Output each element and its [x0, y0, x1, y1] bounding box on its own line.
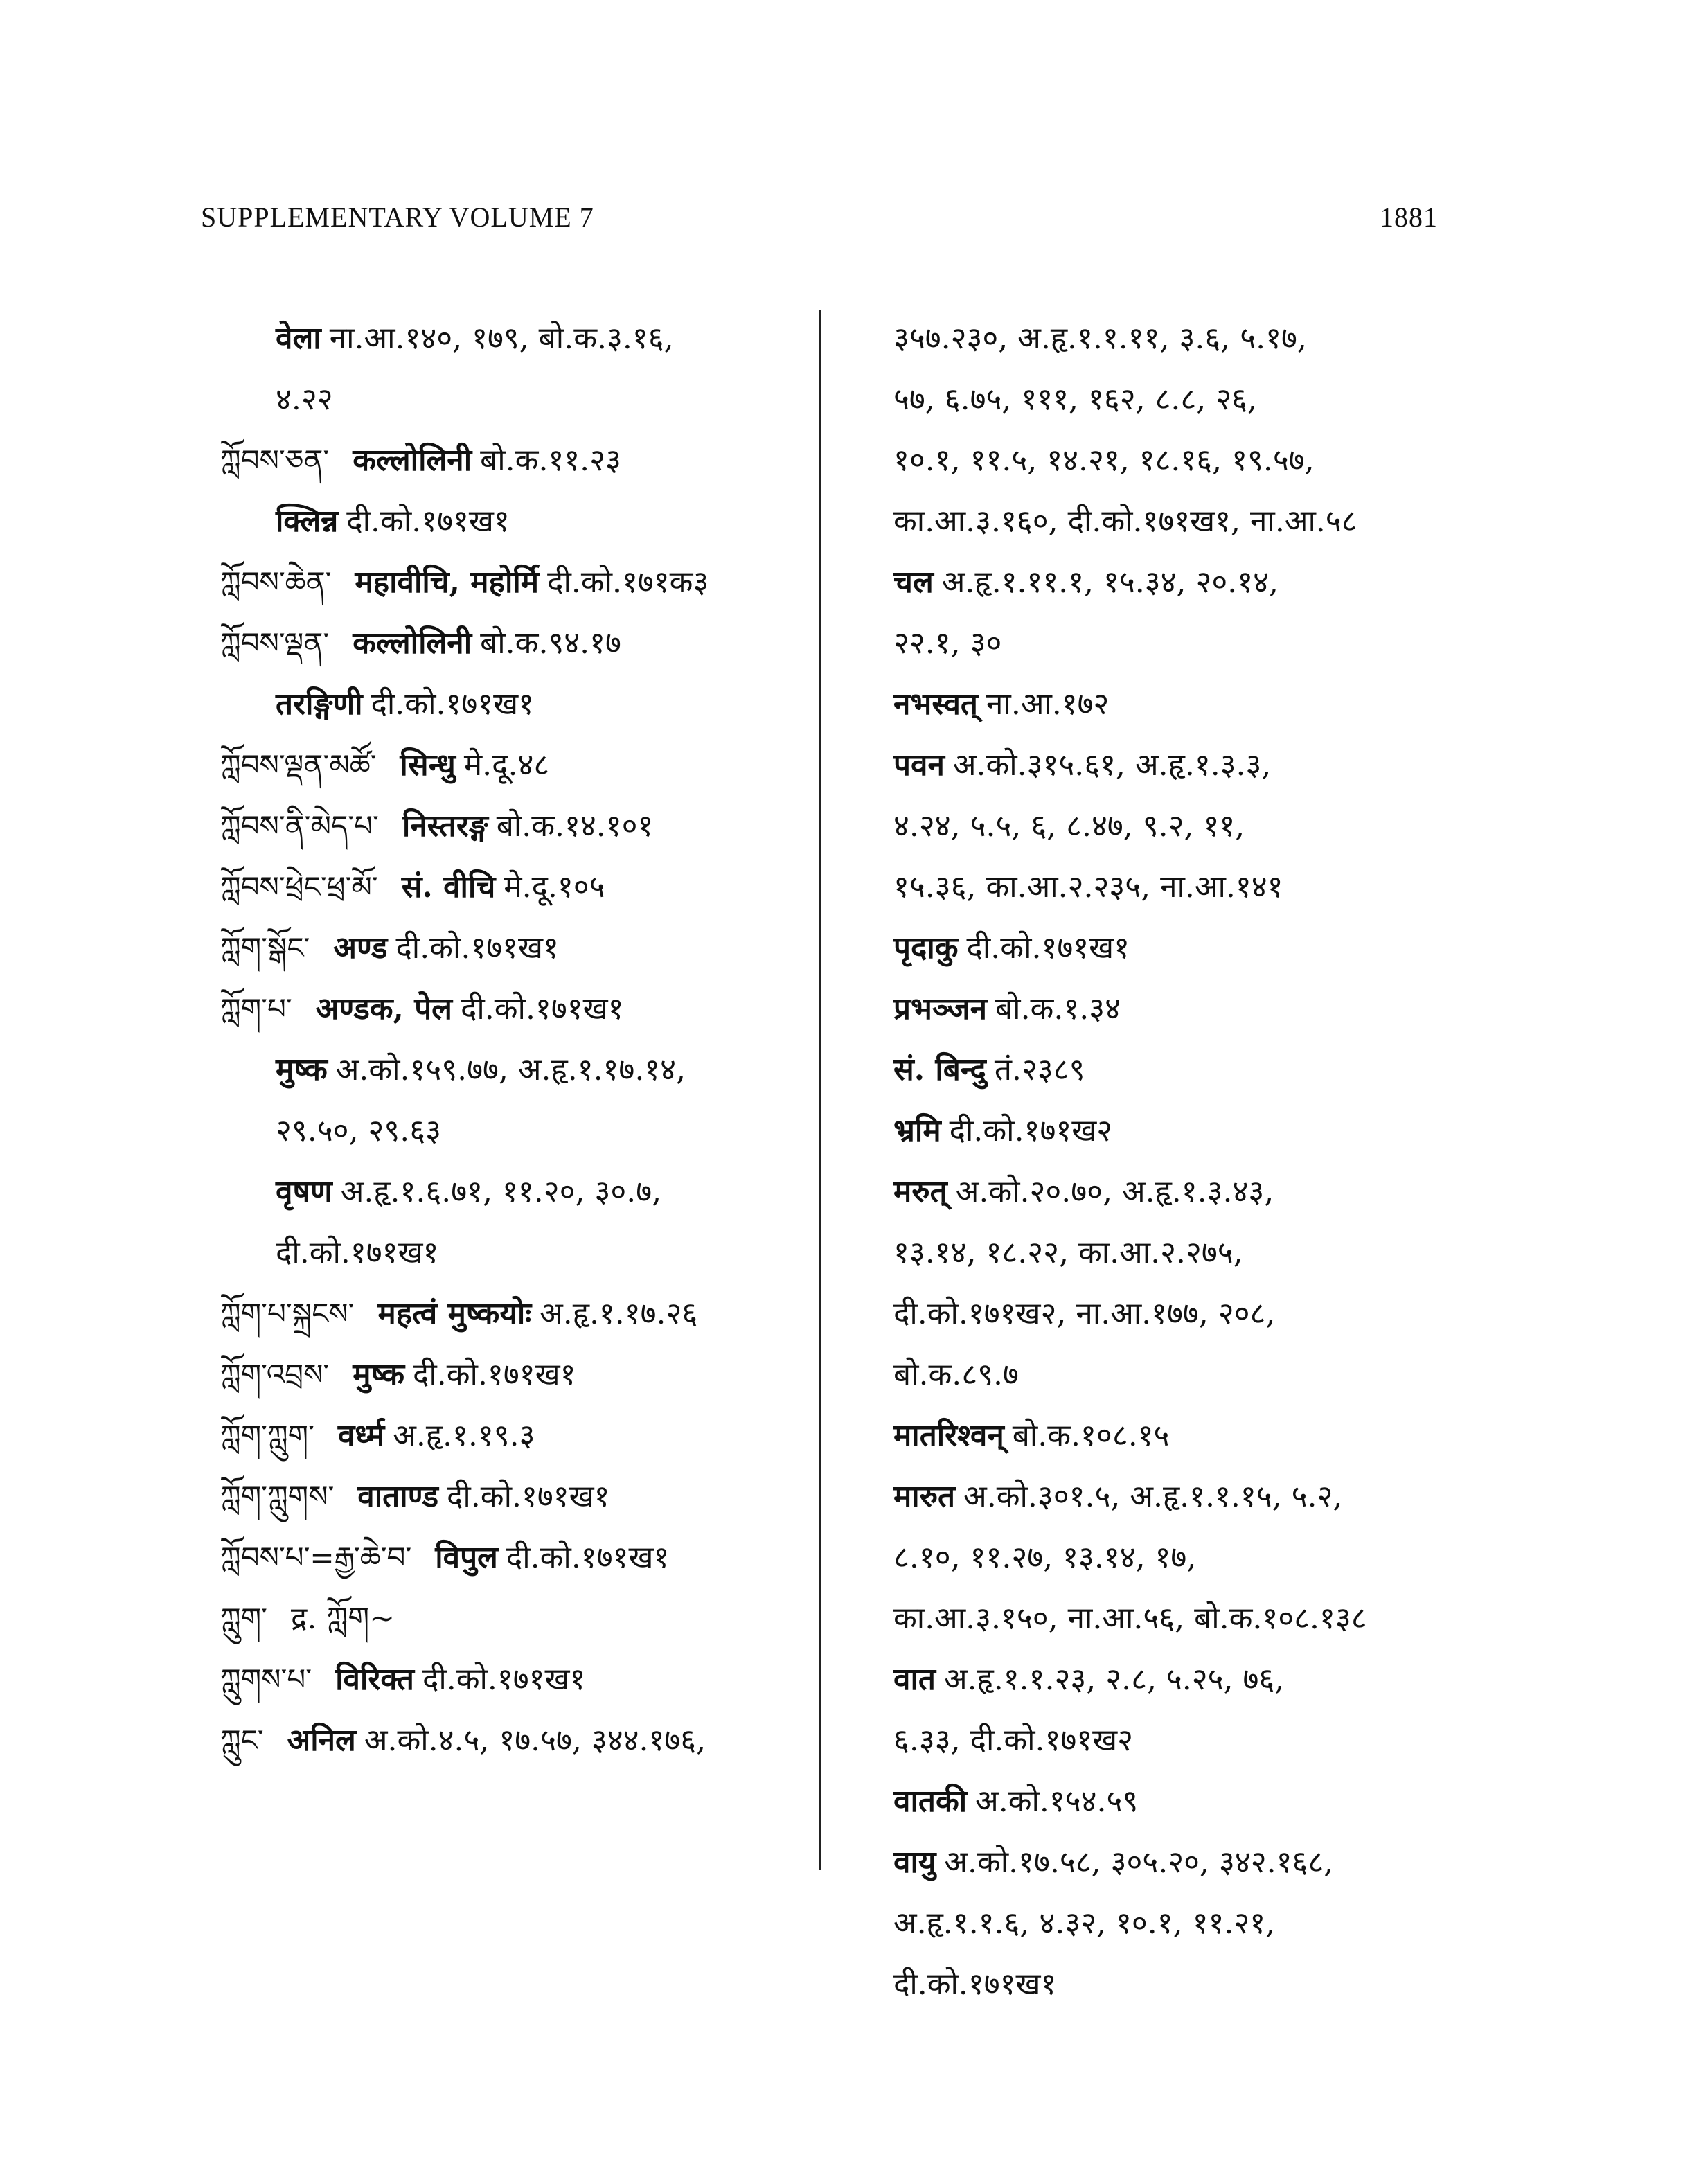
source-reference: अ.को.१७.५८, ३०५.२०, ३४२.१६८, — [944, 1845, 1334, 1880]
sanskrit-term: वृषण — [276, 1174, 332, 1209]
source-reference: अ.हृ.१.१७.२६ — [540, 1296, 698, 1331]
source-reference: अ.हृ.१.१.६, ४.३२, १०.१, ११.२१, — [893, 1906, 1276, 1941]
column-divider — [819, 310, 821, 1870]
source-reference: ५७, ६.७५, १११, १६२, ८.८, २६, — [893, 382, 1258, 417]
source-reference: बो.क.१.३४ — [995, 991, 1121, 1027]
source-reference: तं.२३८९ — [994, 1052, 1085, 1087]
tibetan-headword: ཀློབས་ཕྲེང་ཕྲ་མོ་ — [220, 870, 378, 904]
running-header — [201, 201, 1438, 233]
sanskrit-term: वात — [893, 1662, 936, 1697]
entry-line — [893, 1710, 1475, 1771]
tibetan-headword: ཀློབས་ཆེན་ — [220, 565, 332, 599]
source-reference: बो.क.१०८.१५ — [1012, 1418, 1170, 1453]
left-column — [220, 308, 816, 1771]
tibetan-headword: ཀློབས་ལྡན་མཚོ་ — [220, 748, 377, 782]
sanskrit-term: सिन्धु — [400, 747, 456, 783]
source-reference: अ.हृ.१.११.१, १५.३४, २०.१४, — [941, 565, 1279, 600]
source-reference: दी.को.१७१ख१ — [506, 1540, 670, 1575]
entry-line — [893, 918, 1475, 979]
source-reference: अ.को.१५९.७७, अ.हृ.१.१७.१४, — [335, 1052, 686, 1087]
tibetan-headword: ཀློབས་ལྡན་ — [220, 626, 330, 660]
sanskrit-term: भ्रमि — [893, 1113, 941, 1148]
sanskrit-term: विरिक्त — [335, 1662, 414, 1697]
entry-line — [220, 1649, 816, 1710]
entry-line — [893, 857, 1475, 918]
sanskrit-term: कल्लोलिनी — [353, 625, 472, 661]
source-reference: ६.३३, दी.को.१७१ख२ — [893, 1723, 1134, 1758]
sanskrit-term: महत्वं मुष्कयोः — [377, 1296, 532, 1331]
source-reference: १०.१, ११.५, १४.२१, १८.१६, १९.५७, — [893, 443, 1315, 478]
source-reference: अ.को.४.५, १७.५७, ३४४.१७६, — [364, 1723, 706, 1758]
entry-line — [893, 1588, 1475, 1649]
entry-line — [893, 1344, 1475, 1405]
tibetan-headword: ཀློག་ཀླུགས་ — [220, 1480, 335, 1513]
entry-line — [220, 1284, 816, 1344]
source-reference: अ.को.२०.७०, अ.हृ.१.३.४३, — [955, 1174, 1274, 1209]
entry-line — [893, 1405, 1475, 1466]
source-reference: दी.को.१७१ख१ — [346, 504, 510, 539]
entry-line — [893, 1771, 1475, 1832]
source-reference: मे.दू.४८ — [463, 747, 550, 783]
entry-line — [893, 308, 1475, 369]
entry-line — [893, 369, 1475, 430]
entry-line — [220, 308, 816, 369]
entry-line — [220, 430, 816, 491]
entry-line — [893, 1954, 1475, 2015]
tibetan-headword: ཀློག་པ་སྐྲངས་ — [220, 1297, 355, 1331]
sanskrit-term: वातकी — [893, 1784, 968, 1819]
entry-line — [220, 1344, 816, 1405]
source-reference: १५.३६, का.आ.२.२३५, ना.आ.१४१ — [893, 869, 1283, 905]
sanskrit-term: पृदाकु — [893, 930, 959, 966]
sanskrit-term: मुष्क — [276, 1052, 328, 1087]
tibetan-headword: ཀླུག་ — [220, 1601, 267, 1635]
source-reference: दी.को.१७१ख१ — [447, 1479, 610, 1514]
entry-line — [220, 1527, 816, 1588]
entry-line — [220, 1101, 816, 1162]
source-reference: दी.को.१७१ख२ — [949, 1113, 1113, 1148]
sanskrit-term: तरङ्गिणी — [276, 686, 363, 722]
source-reference: २२.१, ३० — [893, 625, 1002, 661]
entry-line — [893, 796, 1475, 857]
entry-line — [220, 796, 816, 857]
source-reference: ४.२२ — [276, 382, 333, 417]
sanskrit-term: कल्लोलिनी — [353, 443, 472, 478]
entry-line — [893, 1527, 1475, 1588]
sanskrit-term: प्रभञ्जन — [893, 991, 988, 1027]
source-reference: अ.को.१५४.५९ — [975, 1784, 1139, 1819]
entry-line — [893, 1040, 1475, 1101]
source-reference: ना.आ.१७२ — [986, 686, 1110, 722]
entry-line — [893, 1893, 1475, 1954]
tibetan-headword: ཀློབས་ནི་མེད་པ་ — [220, 809, 379, 843]
source-reference: अ.हृ.१.६.७१, ११.२०, ३०.७, — [340, 1174, 662, 1209]
tibetan-headword: ཀླུང་ — [220, 1723, 264, 1757]
sanskrit-term: पवन — [893, 747, 945, 783]
sanskrit-term: मरुत् — [893, 1174, 947, 1209]
source-reference: बो.क.८९.७ — [893, 1357, 1019, 1392]
entry-line — [893, 674, 1475, 735]
entry-line — [893, 552, 1475, 613]
tibetan-headword: ཀློབས་པ་=རྒྱ་ཆེ་བ་ — [220, 1541, 412, 1574]
source-reference: २९.५०, २९.६३ — [276, 1113, 441, 1148]
source-reference: अ.हृ.१.१.२३, २.८, ५.२५, ७६, — [943, 1662, 1285, 1697]
tibetan-headword: ཀློག་པ་ — [220, 992, 292, 1026]
sanskrit-term: सं. बिन्दु — [893, 1052, 986, 1087]
source-reference: द्र. ཀློག~ — [290, 1601, 395, 1636]
source-reference: ना.आ.१४०, १७९, बो.क.३.१६, — [329, 321, 674, 356]
tibetan-headword: ཀློག་ཀླུག་ — [220, 1419, 314, 1453]
sanskrit-term: निस्तरङ्ग — [402, 808, 488, 844]
source-reference: मे.दू.१०५ — [504, 869, 605, 905]
sanskrit-term: चल — [893, 565, 934, 600]
entry-line — [220, 918, 816, 979]
source-reference: दी.को.१७१ख१ — [371, 686, 534, 722]
sanskrit-term: वर्ध्म — [337, 1418, 385, 1453]
entry-line — [893, 1101, 1475, 1162]
entry-line — [220, 979, 816, 1040]
sanskrit-term: वायु — [893, 1845, 936, 1880]
entry-line — [220, 1588, 816, 1649]
entry-line — [220, 857, 816, 918]
source-reference: दी.को.१७१ख१ — [276, 1235, 439, 1270]
entry-line — [220, 1466, 816, 1527]
volume-title: SUPPLEMENTARY VOLUME 7 — [201, 202, 594, 233]
tibetan-headword: ཀློག་འབྲས་ — [220, 1358, 330, 1392]
source-reference: अ.को.३०१.५, अ.हृ.१.१.१५, ५.२, — [963, 1479, 1343, 1514]
tibetan-headword: ཀློག་སྒོང་ — [220, 931, 310, 965]
sanskrit-term: अनिल — [287, 1723, 356, 1758]
sanskrit-term: अण्डक, पेल — [315, 991, 453, 1027]
source-reference: दी.को.१७१ख१ — [966, 930, 1130, 966]
source-reference: दी.को.१७१ख१ — [461, 991, 624, 1027]
source-reference: दी.को.१७१ख१ — [413, 1357, 576, 1392]
entry-line — [220, 369, 816, 430]
sanskrit-term: विपुल — [435, 1540, 498, 1575]
tibetan-headword: ཀློབས་ཅན་ — [220, 443, 330, 477]
entry-line — [893, 979, 1475, 1040]
entry-line — [893, 1649, 1475, 1710]
source-reference: दी.को.१७१क३ — [547, 565, 709, 600]
sanskrit-term: महावीचि, महोर्मि — [355, 565, 540, 600]
entry-line — [220, 552, 816, 613]
tibetan-headword: ཀླུགས་པ་ — [220, 1662, 312, 1696]
sanskrit-term: मुष्क — [353, 1357, 405, 1392]
entry-line — [893, 735, 1475, 796]
source-reference: बो.क.९४.१७ — [480, 625, 621, 661]
source-reference: का.आ.३.१६०, दी.को.१७१ख१, ना.आ.५८ — [893, 504, 1357, 539]
sanskrit-term: क्लिन्न — [276, 504, 339, 539]
source-reference: १३.१४, १८.२२, का.आ.२.२७५, — [893, 1235, 1243, 1270]
source-reference: अ.हृ.१.१९.३ — [393, 1418, 535, 1453]
page-number: 1881 — [1380, 202, 1438, 233]
entry-line — [220, 1405, 816, 1466]
entry-line — [893, 613, 1475, 674]
entry-line — [220, 1223, 816, 1284]
entry-line — [893, 1466, 1475, 1527]
source-reference: दी.को.१७१ख२, ना.आ.१७७, २०८, — [893, 1296, 1276, 1331]
entry-line — [220, 1040, 816, 1101]
source-reference: बो.क.१४.१०१ — [496, 808, 654, 844]
source-reference: अ.को.३१५.६१, अ.हृ.१.३.३, — [952, 747, 1272, 783]
source-reference: का.आ.३.१५०, ना.आ.५६, बो.क.१०८.१३८ — [893, 1601, 1367, 1636]
entry-line — [220, 613, 816, 674]
entry-line — [893, 491, 1475, 552]
right-column — [893, 308, 1475, 2015]
source-reference: ३५७.२३०, अ.हृ.१.१.११, ३.६, ५.१७, — [893, 321, 1307, 356]
source-reference: दी.को.१७१ख१ — [395, 930, 559, 966]
entry-line — [220, 674, 816, 735]
entry-line — [220, 735, 816, 796]
entry-line — [220, 1710, 816, 1771]
sanskrit-term: मारुत — [893, 1479, 956, 1514]
entry-line — [220, 1162, 816, 1223]
entry-line — [893, 1162, 1475, 1223]
entry-line — [893, 1284, 1475, 1344]
sanskrit-term: मातरिश्वन् — [893, 1418, 1004, 1453]
sanskrit-term: नभस्वत् — [893, 686, 979, 722]
source-reference: दी.को.१७१ख१ — [893, 1967, 1057, 2002]
entry-line — [220, 491, 816, 552]
source-reference: ८.१०, ११.२७, १३.१४, १७, — [893, 1540, 1197, 1575]
entry-line — [893, 430, 1475, 491]
sanskrit-term: वाताण्ड — [357, 1479, 439, 1514]
sanskrit-term: वेला — [276, 321, 321, 356]
source-reference: बो.क.११.२३ — [480, 443, 621, 478]
sanskrit-term: सं. वीचि — [401, 869, 496, 905]
source-reference: ४.२४, ५.५, ६, ८.४७, ९.२, ११, — [893, 808, 1245, 844]
sanskrit-term: अण्ड — [333, 930, 388, 966]
source-reference: दी.को.१७१ख१ — [422, 1662, 586, 1697]
entry-line — [893, 1223, 1475, 1284]
entry-line — [893, 1832, 1475, 1893]
